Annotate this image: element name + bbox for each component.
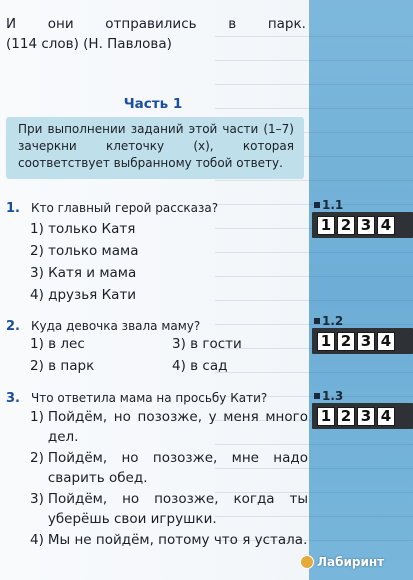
- instruction-box: При выполнении заданий этой части (1–7) зачеркни клеточку (х), которая соответствует выбранному тобой ответу.: [6, 117, 304, 179]
- answer-box[interactable]: 1: [317, 216, 335, 235]
- option-text: Пойдём, но позозже, мне надо сварить обед.: [47, 450, 308, 486]
- answer-option[interactable]: [30, 408, 308, 447]
- answer-options: [30, 218, 138, 306]
- story-word: в: [228, 16, 237, 32]
- story-word: парк.: [267, 16, 306, 32]
- answer-box[interactable]: 3: [357, 216, 375, 235]
- square-bullet-icon: [314, 318, 320, 324]
- story-word: они: [47, 16, 74, 32]
- square-bullet-icon: [314, 393, 320, 399]
- question-2: [6, 319, 306, 379]
- answer-box[interactable]: 3: [357, 407, 375, 426]
- question-1: [6, 201, 306, 301]
- option-number: 3): [30, 491, 44, 507]
- question-text: Кто главный герой рассказа?: [31, 201, 219, 215]
- option-text: Пойдём, но позозже, когда ты уберёшь свои игрушки.: [47, 491, 308, 527]
- answer-box[interactable]: 1: [317, 407, 335, 426]
- answer-grid-1-2: [312, 314, 413, 356]
- answer-options: [30, 408, 308, 551]
- answer-box[interactable]: 3: [357, 332, 375, 351]
- answer-grid-label: 1.3: [314, 389, 343, 403]
- question-text: Куда девочка звала маму?: [31, 319, 201, 333]
- answer-option[interactable]: 4) в сад: [172, 358, 228, 374]
- answer-strip: [312, 403, 413, 429]
- answer-box[interactable]: 2: [337, 216, 355, 235]
- story-source: (114 слов) (Н. Павлова): [6, 36, 172, 52]
- answer-option[interactable]: 2) только мама: [30, 243, 139, 259]
- answer-option[interactable]: [30, 531, 308, 551]
- answer-box[interactable]: 2: [337, 332, 355, 351]
- answer-option[interactable]: 1) только Катя: [30, 221, 136, 237]
- answer-box[interactable]: 4: [377, 332, 395, 351]
- option-text: Мы не пойдём, потому что я устала.: [47, 532, 308, 548]
- story-word: И: [6, 16, 17, 32]
- option-number: 2): [30, 450, 44, 466]
- answer-grid-1-3: [312, 389, 413, 431]
- answer-grid-1-1: [312, 198, 413, 240]
- answer-column: [309, 0, 413, 580]
- question-text: Что ответила мама на просьбу Кати?: [31, 391, 268, 405]
- watermark: Лабиринт: [300, 555, 384, 569]
- section-title: Часть 1: [123, 96, 183, 112]
- answer-options: [30, 333, 290, 379]
- question-number: 2.: [6, 319, 20, 334]
- answer-box[interactable]: 4: [377, 216, 395, 235]
- story-ending: [6, 14, 306, 54]
- option-number: 1): [30, 409, 44, 425]
- answer-strip: [312, 328, 413, 354]
- answer-grid-label: 1.2: [314, 314, 343, 328]
- labirint-logo-icon: [300, 555, 314, 569]
- answer-strip: [312, 212, 413, 238]
- answer-option[interactable]: 3) в гости: [172, 336, 242, 352]
- story-last-line: [6, 14, 306, 34]
- answer-box[interactable]: 2: [337, 407, 355, 426]
- square-bullet-icon: [314, 202, 320, 208]
- answer-option[interactable]: 1) в лес: [30, 336, 85, 352]
- option-text: Пойдём, но позозже, у меня много дел.: [47, 409, 308, 445]
- question-number: 3.: [6, 391, 20, 406]
- question-number: 1.: [6, 201, 20, 216]
- answer-grid-label: 1.1: [314, 198, 343, 212]
- answer-option[interactable]: 4) друзья Кати: [30, 287, 137, 303]
- option-number: 4): [30, 532, 44, 548]
- question-3: [6, 391, 306, 571]
- answer-option[interactable]: [30, 490, 308, 529]
- answer-option[interactable]: 3) Катя и мама: [30, 265, 137, 281]
- story-word: отправились: [105, 16, 197, 32]
- answer-box[interactable]: 1: [317, 332, 335, 351]
- answer-option[interactable]: [30, 449, 308, 488]
- answer-option[interactable]: 2) в парк: [30, 358, 95, 374]
- answer-box[interactable]: 4: [377, 407, 395, 426]
